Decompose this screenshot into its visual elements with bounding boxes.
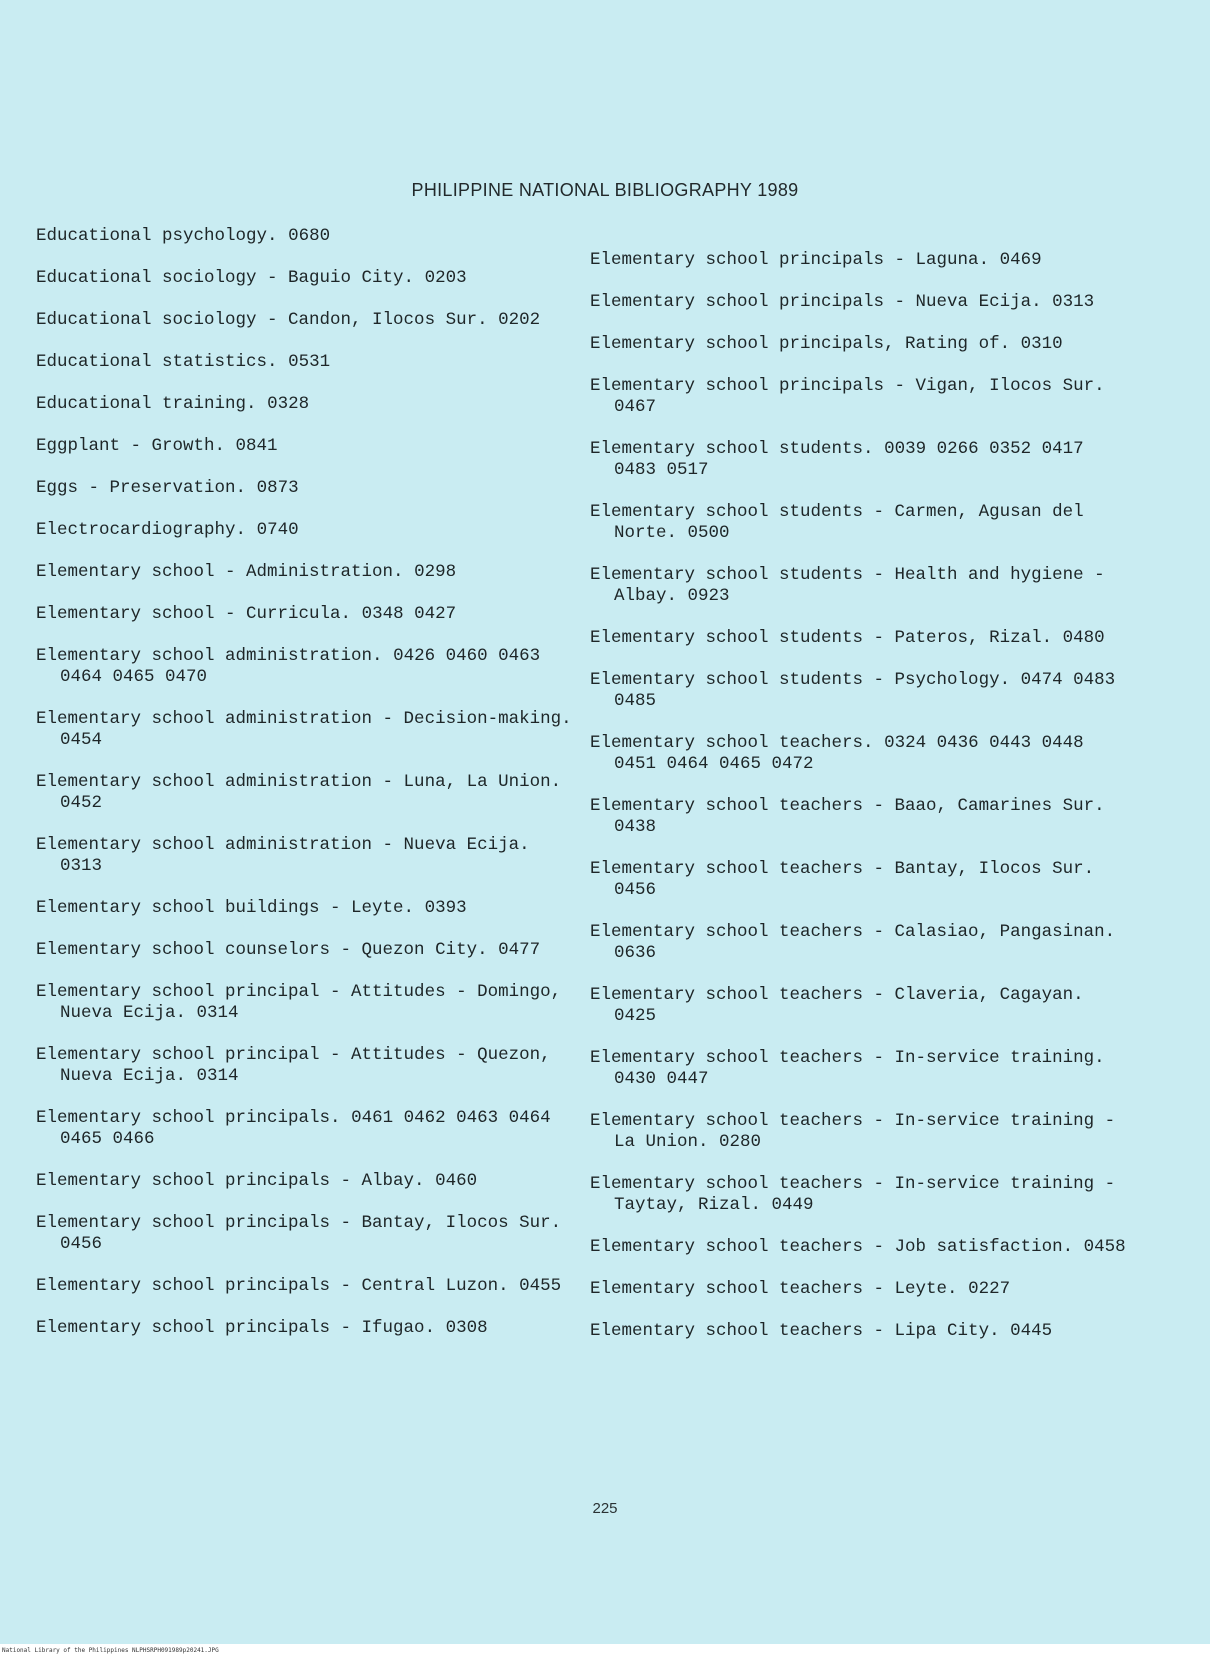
entry-refs: 0636: [614, 943, 657, 963]
entry-refs: 0454: [60, 730, 103, 750]
entry-heading: Elementary school principals - Central Luzon.: [36, 1276, 509, 1296]
entry-heading: Educational sociology - Baguio City.: [36, 268, 415, 288]
entry-refs: 0469: [999, 250, 1042, 270]
entry-heading: Electrocardiography.: [36, 520, 247, 540]
index-entry: [590, 1279, 1135, 1300]
entry-refs: 0873: [256, 478, 299, 498]
index-entry: [590, 922, 1135, 964]
index-entry: [36, 1171, 576, 1192]
entry-heading: Elementary school students - Psychology.: [590, 670, 1011, 690]
entry-heading: Elementary school - Administration.: [36, 562, 404, 582]
index-entry: [590, 985, 1135, 1027]
entry-refs: 0500: [687, 523, 730, 543]
index-entry: [36, 394, 576, 415]
entry-heading: Elementary school principals - Nueva Ecija.: [590, 292, 1042, 312]
index-entry: [36, 940, 576, 961]
index-entry: [590, 1111, 1135, 1153]
entry-refs: 0426 0460 0463 0464 0465 0470: [60, 646, 541, 687]
index-entry: [590, 334, 1135, 355]
entry-heading: Elementary school teachers - Bantay, Ilocos Sur.: [590, 859, 1095, 879]
index-entry: [36, 1213, 576, 1255]
entry-heading: Elementary school teachers - In-service training.: [590, 1048, 1105, 1068]
entry-refs: 0445: [1010, 1321, 1053, 1341]
index-entry: [590, 859, 1135, 901]
entry-heading: Elementary school principals, Rating of.: [590, 334, 1011, 354]
entry-refs: 0430 0447: [614, 1069, 709, 1089]
entry-heading: Elementary school teachers - Lipa City.: [590, 1321, 1000, 1341]
index-entry: [590, 733, 1135, 775]
index-entry: [36, 310, 576, 331]
entry-refs: 0480: [1062, 628, 1105, 648]
index-entry: [36, 352, 576, 373]
entry-refs: 0039 0266 0352 0417 0483 0517: [614, 439, 1084, 480]
entry-refs: 0393: [424, 898, 467, 918]
entry-refs: 0452: [60, 793, 103, 813]
entry-heading: Elementary school students - Carmen, Agusan del Norte.: [590, 502, 1084, 543]
entry-heading: Educational statistics.: [36, 352, 278, 372]
entry-heading: Educational psychology.: [36, 226, 278, 246]
index-entry: [36, 604, 576, 625]
entry-heading: Elementary school administration.: [36, 646, 383, 666]
index-entry: [590, 250, 1135, 271]
entry-refs: 0474 0483 0485: [614, 670, 1116, 711]
entry-heading: Elementary school principal - Attitudes - Quezon, Nueva Ecija.: [36, 1045, 551, 1086]
entry-refs: 0680: [288, 226, 331, 246]
entry-heading: Elementary school administration - Nueva Ecija.: [36, 835, 530, 855]
entry-heading: Elementary school - Curricula.: [36, 604, 352, 624]
entry-heading: Elementary school principals - Bantay, Ilocos Sur.: [36, 1213, 562, 1233]
index-entry: [36, 268, 576, 289]
index-entry: [36, 520, 576, 541]
entry-refs: 0310: [1020, 334, 1063, 354]
entry-heading: Elementary school teachers - In-service training - Taytay, Rizal.: [590, 1174, 1116, 1215]
entry-refs: 0227: [968, 1279, 1011, 1299]
entry-heading: Elementary school principal - Attitudes - Domingo, Nueva Ecija.: [36, 982, 562, 1023]
index-entry: [36, 1276, 576, 1297]
entry-heading: Elementary school principals - Ifugao.: [36, 1318, 436, 1338]
index-entry: [590, 292, 1135, 313]
index-entry: [590, 796, 1135, 838]
entry-refs: 0328: [267, 394, 310, 414]
index-column-right: [590, 250, 1135, 1363]
scan-footer: National Library of the Philippines NLPHSRPH091989p20241.JPG: [0, 1644, 1210, 1658]
index-entry: [590, 439, 1135, 481]
entry-heading: Elementary school students.: [590, 439, 874, 459]
entry-refs: 0456: [614, 880, 657, 900]
entry-heading: Elementary school counselors - Quezon City.: [36, 940, 488, 960]
entry-refs: 0461 0462 0463 0464 0465 0466: [60, 1108, 551, 1149]
index-entry: [36, 709, 576, 751]
index-entry: [590, 502, 1135, 544]
entry-refs: 0841: [235, 436, 278, 456]
entry-heading: Educational training.: [36, 394, 257, 414]
index-entry: [590, 1237, 1135, 1258]
index-entry: [36, 478, 576, 499]
entry-heading: Elementary school teachers - In-service training - La Union.: [590, 1111, 1116, 1152]
index-entry: [590, 565, 1135, 607]
entry-refs: 0202: [498, 310, 541, 330]
index-entry: [36, 436, 576, 457]
entry-refs: 0923: [687, 586, 730, 606]
entry-refs: 0280: [719, 1132, 762, 1152]
index-entry: [590, 670, 1135, 712]
index-entry: [36, 226, 576, 247]
entry-heading: Elementary school teachers - Claveria, Cagayan.: [590, 985, 1084, 1005]
entry-heading: Eggs - Preservation.: [36, 478, 247, 498]
entry-refs: 0460: [435, 1171, 478, 1191]
index-entry: [36, 1045, 576, 1087]
entry-refs: 0298: [414, 562, 457, 582]
index-entry: [36, 772, 576, 814]
entry-refs: 0308: [445, 1318, 488, 1338]
page-number: 225: [592, 1500, 618, 1517]
entry-refs: 0324 0436 0443 0448 0451 0464 0465 0472: [614, 733, 1084, 774]
entry-heading: Educational sociology - Candon, Ilocos Sur.: [36, 310, 488, 330]
index-entry: [36, 1108, 576, 1150]
entry-refs: 0314: [196, 1003, 239, 1023]
entry-heading: Elementary school administration - Luna, La Union.: [36, 772, 562, 792]
index-entry: [36, 982, 576, 1024]
entry-heading: Elementary school principals.: [36, 1108, 341, 1128]
entry-refs: 0314: [196, 1066, 239, 1086]
entry-heading: Elementary school administration - Decision-making.: [36, 709, 572, 729]
entry-refs: 0203: [424, 268, 467, 288]
index-column-left: [36, 226, 576, 1360]
entry-refs: 0438: [614, 817, 657, 837]
entry-refs: 0531: [288, 352, 331, 372]
entry-heading: Elementary school teachers.: [590, 733, 874, 753]
entry-heading: Elementary school students - Pateros, Rizal.: [590, 628, 1053, 648]
entry-refs: 0456: [60, 1234, 103, 1254]
index-entry: [36, 646, 576, 688]
index-entry: [36, 898, 576, 919]
entry-heading: Elementary school teachers - Job satisfaction.: [590, 1237, 1074, 1257]
entry-heading: Eggplant - Growth.: [36, 436, 226, 456]
index-entry: [36, 562, 576, 583]
index-entry: [590, 628, 1135, 649]
entry-refs: 0477: [498, 940, 541, 960]
entry-heading: Elementary school teachers - Leyte.: [590, 1279, 958, 1299]
entry-heading: Elementary school principals - Vigan, Ilocos Sur.: [590, 376, 1105, 396]
index-entry: [36, 1318, 576, 1339]
index-entry: [36, 835, 576, 877]
entry-heading: Elementary school teachers - Calasiao, Pangasinan.: [590, 922, 1116, 942]
entry-heading: Elementary school principals - Laguna.: [590, 250, 990, 270]
entry-refs: 0449: [771, 1195, 814, 1215]
entry-refs: 0348 0427: [361, 604, 457, 624]
entry-refs: 0313: [60, 856, 103, 876]
entry-refs: 0740: [256, 520, 299, 540]
page-header: PHILIPPINE NATIONAL BIBLIOGRAPHY 1989: [411, 180, 799, 200]
entry-refs: 0458: [1083, 1237, 1126, 1257]
index-entry: [590, 1048, 1135, 1090]
index-entry: [590, 1174, 1135, 1216]
entry-heading: Elementary school teachers - Baao, Camarines Sur.: [590, 796, 1105, 816]
index-entry: [590, 376, 1135, 418]
entry-refs: 0425: [614, 1006, 657, 1026]
entry-refs: 0313: [1052, 292, 1095, 312]
entry-heading: Elementary school principals - Albay.: [36, 1171, 425, 1191]
entry-heading: Elementary school buildings - Leyte.: [36, 898, 415, 918]
index-entry: [590, 1321, 1135, 1342]
entry-heading: Elementary school students - Health and hygiene - Albay.: [590, 565, 1105, 606]
entry-refs: 0455: [519, 1276, 562, 1296]
entry-refs: 0467: [614, 397, 657, 417]
